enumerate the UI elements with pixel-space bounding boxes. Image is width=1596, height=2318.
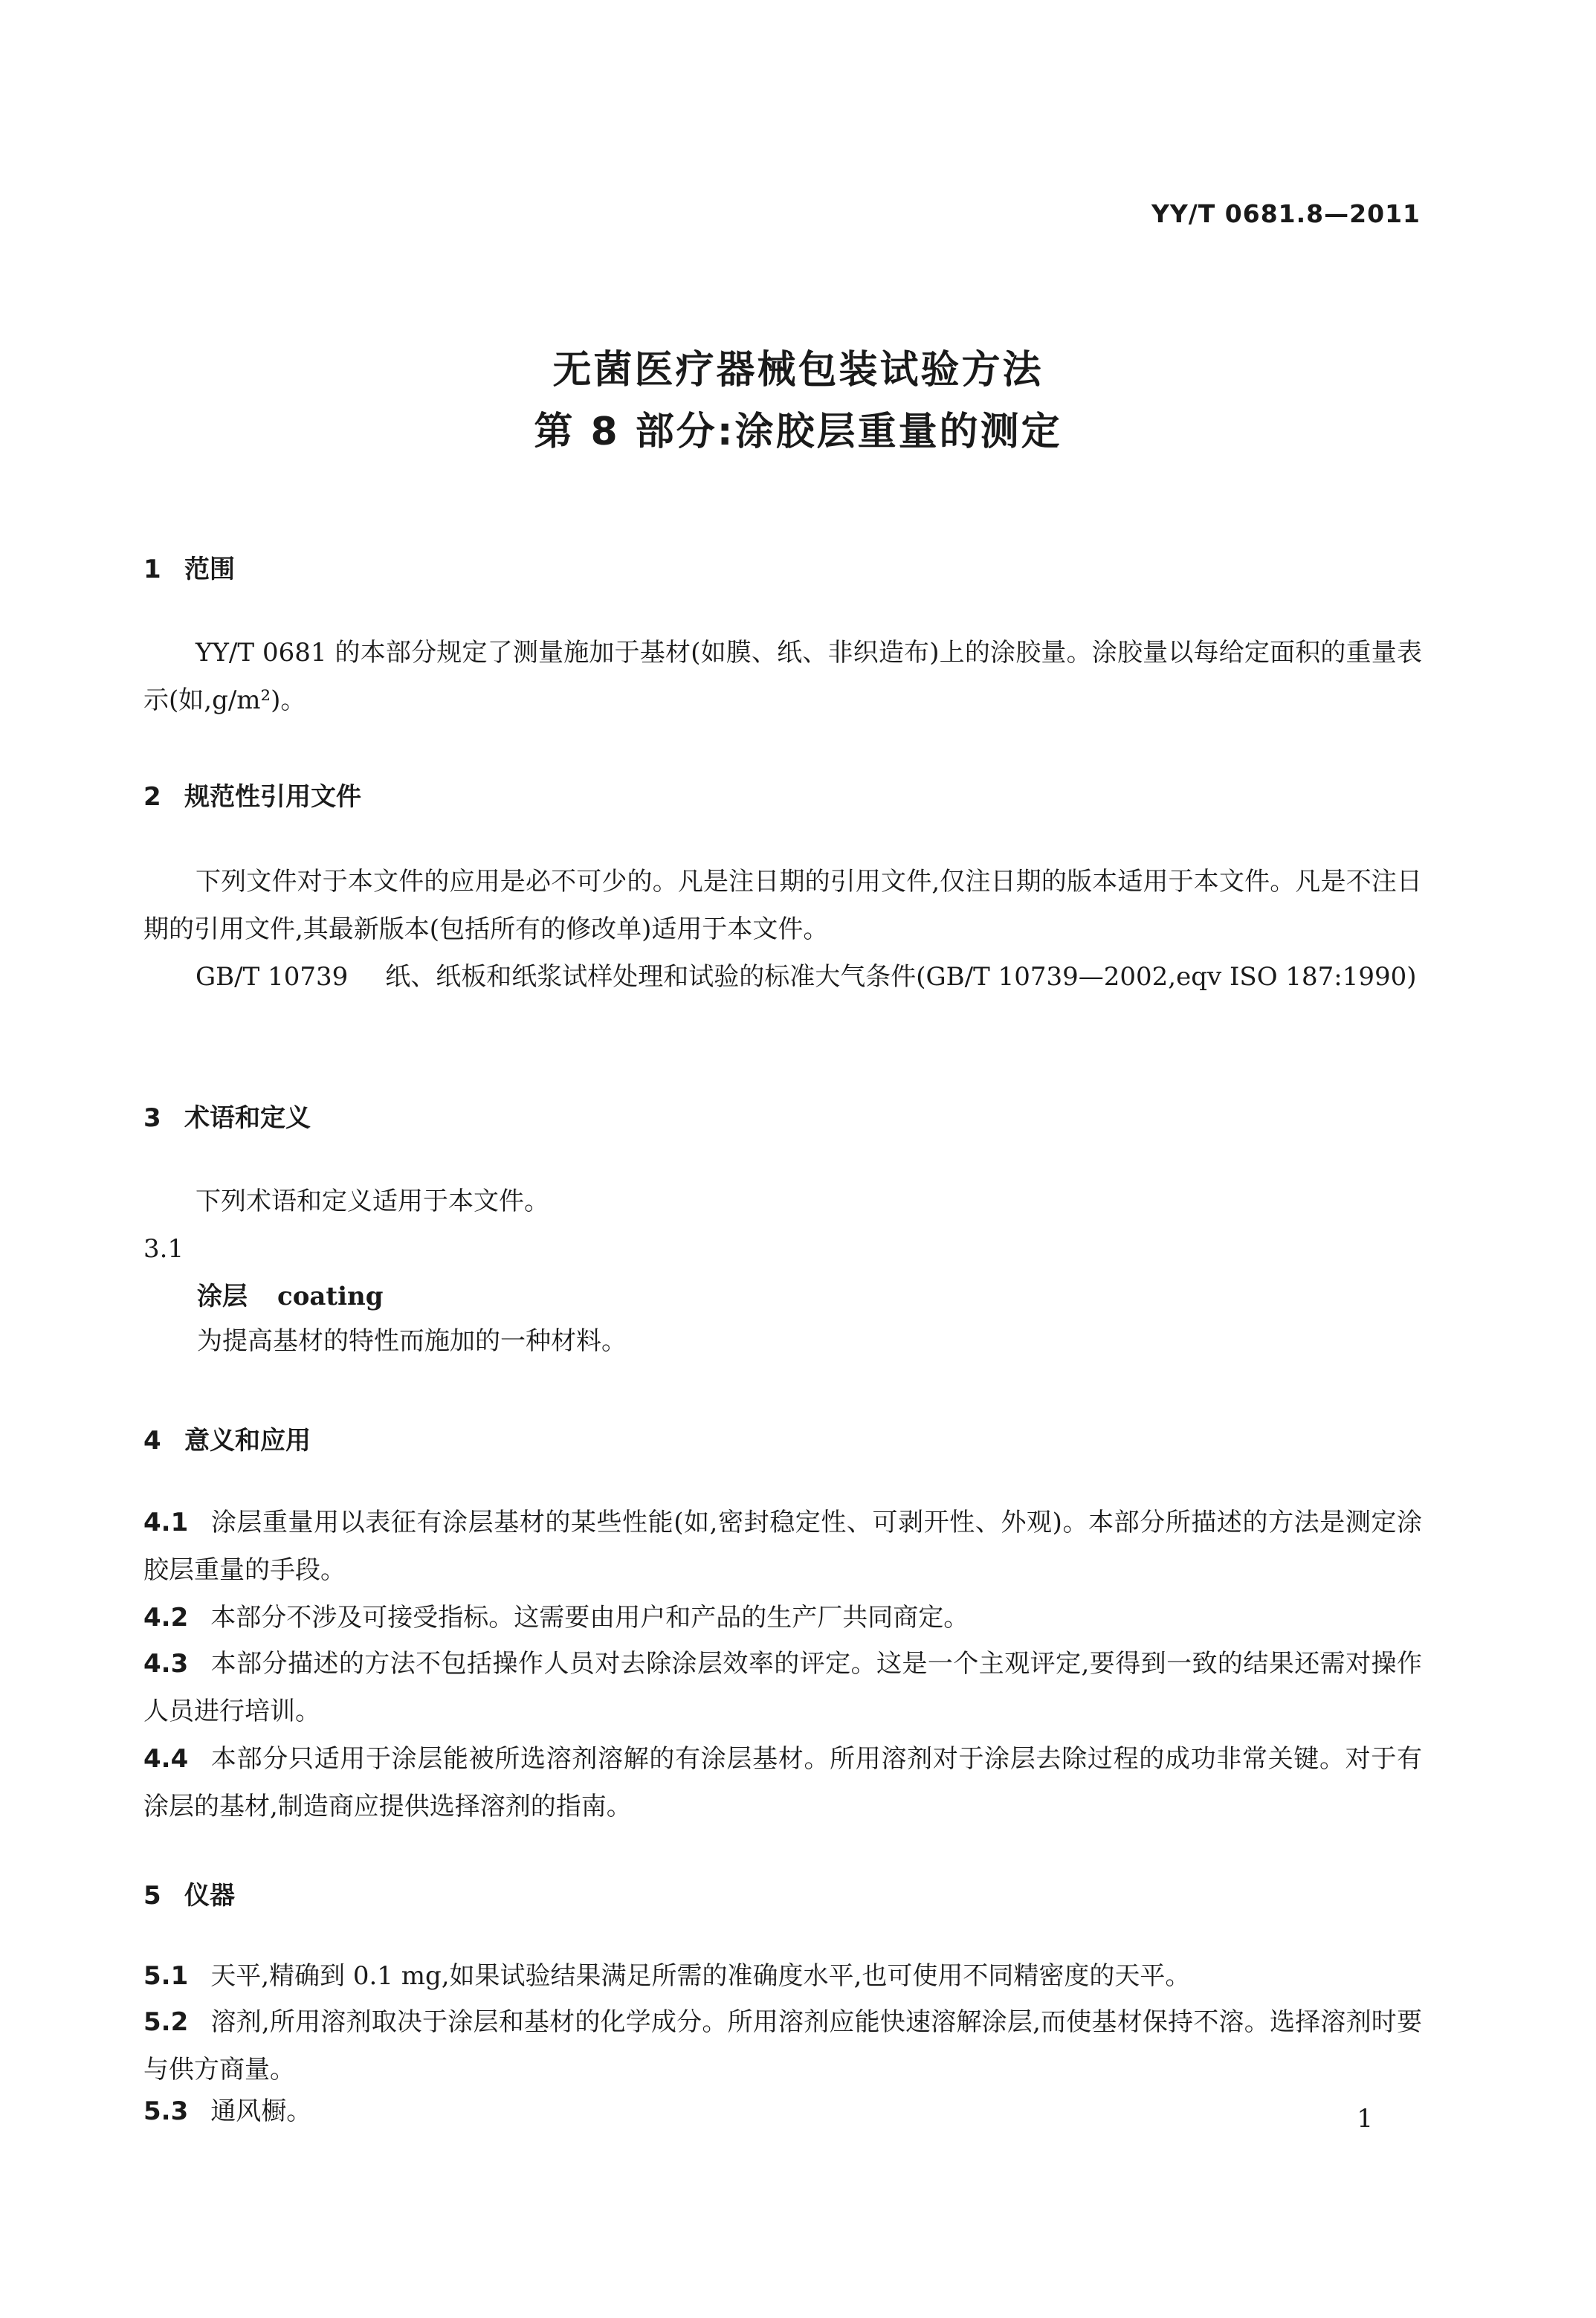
- term-english: coating: [277, 1282, 384, 1311]
- clause-text: 本部分不涉及可接受指标。这需要由用户和产品的生产厂共同商定。: [210, 1603, 969, 1633]
- section-title: 术语和定义: [184, 1103, 311, 1133]
- clause-number: 3.1: [143, 1234, 184, 1264]
- scope-paragraph: YY/T 0681 的本部分规定了测量施加于基材(如膜、纸、非织造布)上的涂胶量。涂胶量以每给定面积的重量表示(如,g/m²)。: [143, 638, 1422, 715]
- document-title-line1: 无菌医疗器械包装试验方法: [552, 348, 1044, 393]
- clause-text: 天平,精确到 0.1 mg,如果试验结果满足所需的准确度水平,也可使用不同精密度的天平。: [210, 1961, 1191, 1991]
- clause-number: 4.3: [143, 1649, 189, 1679]
- section-number: 2: [143, 782, 161, 812]
- term-chinese: 涂层: [197, 1282, 248, 1311]
- section-title: 仪器: [184, 1881, 235, 1911]
- clause-4-3: [143, 1640, 1422, 1735]
- clause-number: 5.2: [143, 2007, 189, 2037]
- clause-5-1: [143, 1952, 1422, 2000]
- reference-title: 纸、纸板和纸浆试样处理和试验的标准大气条件(GB/T 10739—2002,eqv ISO 187:1990): [385, 962, 1417, 992]
- clause-number: 5.1: [143, 1961, 189, 1991]
- clause-text: 本部分描述的方法不包括操作人员对去除涂层效率的评定。这是一个主观评定,要得到一致的结果还需对操作人员进行培训。: [143, 1649, 1422, 1726]
- terms-intro: 下列术语和定义适用于本文件。: [196, 1187, 549, 1216]
- clause-number: 4.2: [143, 1603, 189, 1633]
- section-number: 4: [143, 1426, 161, 1456]
- clause-4-4: [143, 1735, 1422, 1830]
- section-heading-terms: [143, 1097, 311, 1134]
- section-heading-normative-references: [143, 776, 361, 813]
- clause-text: 涂层重量用以表征有涂层基材的某些性能(如,密封稳定性、可剥开性、外观)。本部分所描述的方法是测定涂胶层重量的手段。: [143, 1508, 1422, 1585]
- clause-number: 4.1: [143, 1508, 189, 1537]
- section-number: 1: [143, 555, 161, 584]
- clause-4-1: [143, 1499, 1422, 1594]
- page-number: 1: [1357, 2104, 1373, 2134]
- reference-code: GB/T 10739: [196, 962, 349, 992]
- term-definition: 为提高基材的特性而施加的一种材料。: [197, 1326, 627, 1356]
- clause-text: 通风橱。: [210, 2096, 312, 2126]
- clause-5-3: [143, 2088, 1422, 2135]
- clause-text: 本部分只适用于涂层能被所选溶剂溶解的有涂层基材。所用溶剂对于涂层去除过程的成功非常关键。对于有涂层的基材,制造商应提供选择溶剂的指南。: [143, 1744, 1422, 1821]
- reference-entry: [143, 953, 1422, 1001]
- normative-references-paragraph: 下列文件对于本文件的应用是必不可少的。凡是注日期的引用文件,仅注日期的版本适用于本文件。凡是不注日期的引用文件,其最新版本(包括所有的修改单)适用于本文件。: [143, 867, 1422, 944]
- clause-number: 4.4: [143, 1744, 189, 1774]
- clause-number: 5.3: [143, 2096, 189, 2126]
- section-heading-scope: [143, 549, 235, 585]
- section-title: 范围: [184, 555, 235, 584]
- term-entry: [197, 1273, 384, 1320]
- section-number: 3: [143, 1103, 161, 1133]
- document-title-line2: 第 8 部分:涂胶层重量的测定: [534, 410, 1062, 454]
- section-title: 意义和应用: [184, 1426, 311, 1456]
- clause-4-2: [143, 1594, 1422, 1641]
- standard-code: YY/T 0681.8—2011: [1151, 199, 1421, 228]
- section-title: 规范性引用文件: [184, 782, 361, 812]
- clause-5-2: [143, 1998, 1422, 2093]
- clause-text: 溶剂,所用溶剂取决于涂层和基材的化学成分。所用溶剂应能快速溶解涂层,而使基材保持不溶。选择溶剂时要与供方商量。: [143, 2007, 1422, 2085]
- section-heading-significance: [143, 1420, 311, 1456]
- section-number: 5: [143, 1881, 161, 1911]
- section-heading-apparatus: [143, 1875, 235, 1911]
